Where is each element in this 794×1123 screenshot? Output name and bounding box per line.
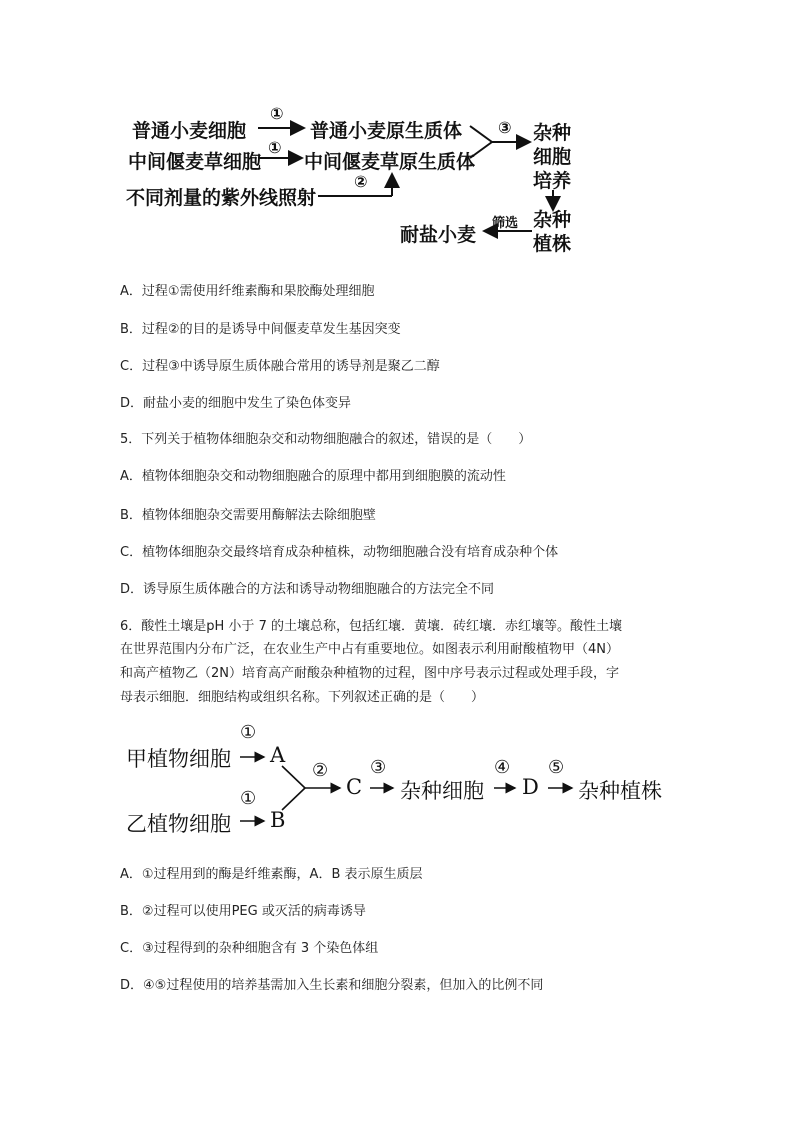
hybrid-label-3: 培养 bbox=[533, 170, 572, 192]
q5-option-a: A．植物体细胞杂交和动物细胞融合的原理中都用到细胞膜的流动性 bbox=[120, 469, 506, 484]
q6-option-c: C．③过程得到的杂种细胞含有 3 个染色体组 bbox=[120, 941, 379, 956]
q6-stem-line-2: 在世界范围内分布广泛，在农业生产中占有重要地位。如图表示利用耐酸植物甲（4N） bbox=[120, 642, 619, 657]
q4-option-a: A．过程①需使用纤维素酶和果胶酶处理细胞 bbox=[120, 284, 375, 299]
hybrid-plant-label: 杂种植株 bbox=[578, 779, 662, 803]
q6-option-d: D．④⑤过程使用的培养基需加入生长素和细胞分裂素，但加入的比例不同 bbox=[120, 978, 544, 993]
q5-option-b: B．植物体细胞杂交需要用酶解法去除细胞壁 bbox=[120, 508, 376, 523]
q6-stem-line-3: 和高产植物乙（2N）培育高产耐酸杂种植物的过程，图中序号表示过程或处理手段，字 bbox=[120, 666, 619, 681]
q6-stem-line-1: 6．酸性土壤是pH 小于 7 的土壤总称，包括红壤．黄壤．砖红壤．赤红壤等。酸性土壤 bbox=[120, 619, 622, 634]
q5-option-d: D．诱导原生质体融合的方法和诱导动物细胞融合的方法完全不同 bbox=[120, 582, 495, 597]
q5-option-c: C．植物体细胞杂交最终培育成杂种植株，动物细胞融合没有培育成杂种个体 bbox=[120, 545, 559, 560]
q5-stem: 5．下列关于植物体细胞杂交和动物细胞融合的叙述，错误的是（ ） bbox=[120, 432, 532, 447]
q6-option-b: B．②过程可以使用PEG 或灭活的病毒诱导 bbox=[120, 904, 366, 919]
node-c-label: C bbox=[346, 775, 363, 799]
step-1-marker: ① bbox=[240, 788, 257, 809]
plant-jia-cell-label: 甲植物细胞 bbox=[126, 747, 231, 771]
step-2-marker: ② bbox=[312, 760, 329, 781]
wheatgrass-protoplast-label: 中间偃麦草原生质体 bbox=[304, 151, 476, 173]
hybrid-label-5: 植株 bbox=[533, 233, 572, 255]
screening-label: 筛选 bbox=[492, 216, 519, 231]
step-4-marker: ④ bbox=[494, 757, 511, 778]
wheat-protoplast-label: 普通小麦原生质体 bbox=[310, 120, 463, 142]
step-1-marker: ① bbox=[240, 722, 257, 743]
q4-option-c: C．过程③中诱导原生质体融合常用的诱导剂是聚乙二醇 bbox=[120, 359, 440, 374]
q4-option-d: D．耐盐小麦的细胞中发生了染色体变异 bbox=[120, 396, 352, 411]
wheat-cell-label: 普通小麦细胞 bbox=[132, 120, 247, 142]
step-3-marker: ③ bbox=[370, 757, 387, 778]
node-d-label: D bbox=[522, 775, 539, 799]
wheatgrass-cell-label: 中间偃麦草细胞 bbox=[128, 151, 262, 173]
plant-yi-cell-label: 乙植物细胞 bbox=[126, 812, 231, 836]
q4-option-b: B．过程②的目的是诱导中间偃麦草发生基因突变 bbox=[120, 322, 401, 337]
step-5-marker: ⑤ bbox=[548, 757, 565, 778]
hybrid-label-2: 细胞 bbox=[533, 146, 572, 168]
hybrid-label-1: 杂种 bbox=[533, 122, 572, 144]
hybrid-cell-label: 杂种细胞 bbox=[400, 779, 484, 803]
hybrid-label-4: 杂种 bbox=[533, 209, 572, 231]
salt-tolerant-wheat-label: 耐盐小麦 bbox=[400, 224, 477, 246]
uv-irradiation-label: 不同剂量的紫外线照射 bbox=[126, 187, 317, 209]
step-2-marker: ② bbox=[354, 172, 368, 191]
q6-stem-line-4: 母表示细胞．细胞结构或组织名称。下列叙述正确的是（ ） bbox=[120, 690, 485, 705]
step-1-marker: ① bbox=[268, 138, 282, 157]
step-1-marker: ① bbox=[270, 104, 284, 123]
step-3-marker: ③ bbox=[498, 118, 512, 137]
node-a-label: A bbox=[270, 743, 286, 767]
node-b-label: B bbox=[270, 808, 286, 832]
q6-option-a: A．①过程用到的酶是纤维素酶，A．B 表示原生质层 bbox=[120, 867, 423, 882]
